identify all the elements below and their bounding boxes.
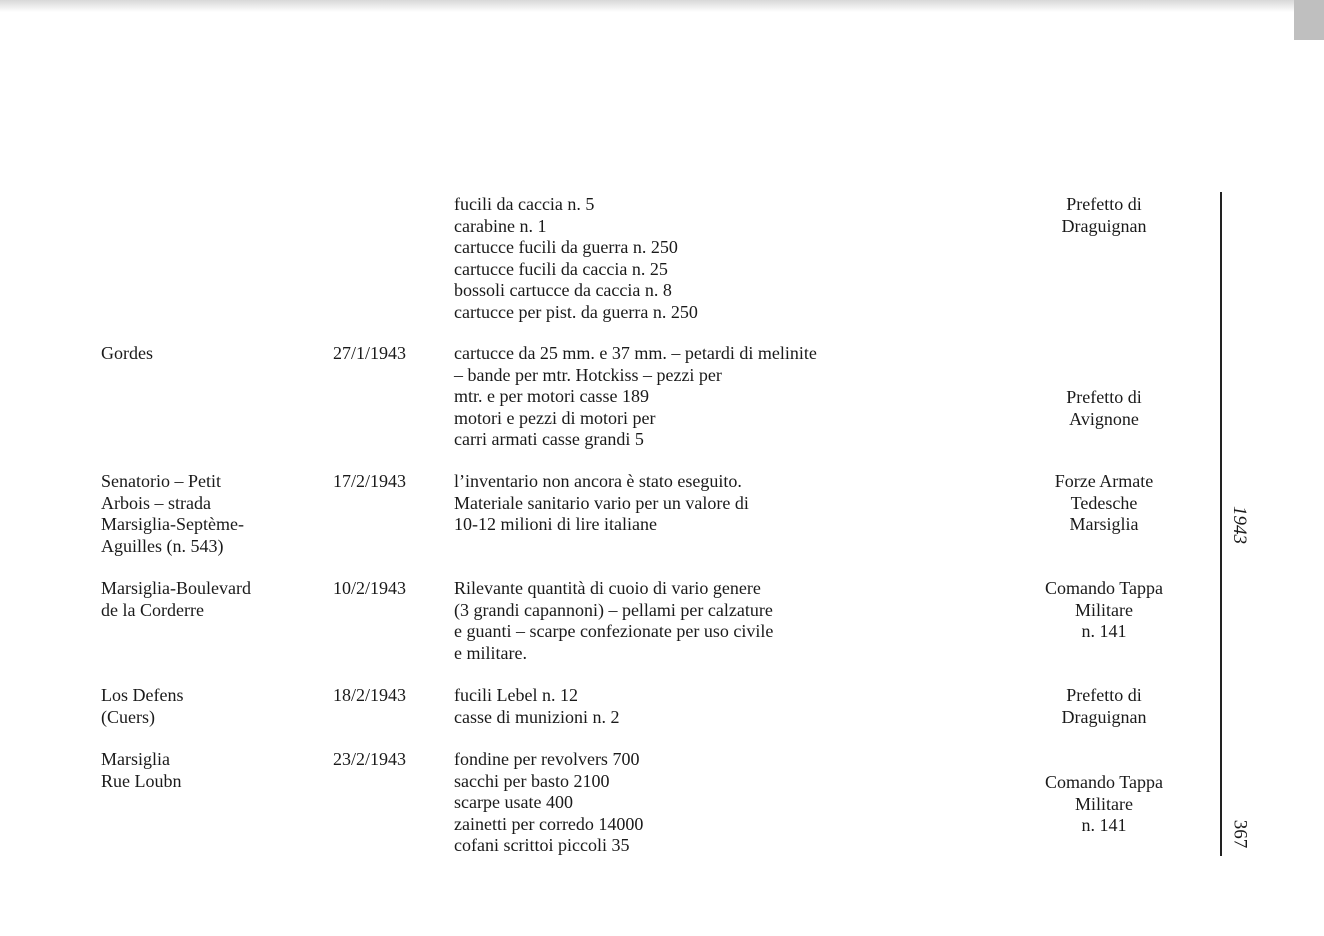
place-line: de la Corderre [101, 599, 204, 620]
row-place [101, 471, 244, 557]
row-place [101, 749, 182, 792]
page-number-text: 367 [1229, 819, 1250, 849]
authority-line: Militare [1075, 599, 1133, 620]
item-line: fucili da caccia n. 5 [454, 194, 595, 214]
row-items [454, 471, 749, 536]
item-line: carri armati casse grandi 5 [454, 429, 644, 449]
place-line: Aguilles (n. 543) [101, 535, 224, 556]
item-line: Rilevante quantità di cuoio di vario genere [454, 578, 761, 598]
row-place [101, 685, 183, 728]
place-line: Los Defens [101, 685, 184, 705]
row-place [101, 343, 153, 365]
item-line: e guanti – scarpe confezionate per uso civile [454, 621, 774, 641]
item-line: cofani scrittoi piccoli 35 [454, 835, 630, 855]
page-number [1224, 812, 1254, 856]
authority-line: Militare [1075, 793, 1133, 814]
row-authority [1000, 772, 1208, 837]
authority-line: n. 141 [1081, 621, 1127, 641]
authority-line: Avignone [1069, 408, 1139, 429]
item-line: casse di munizioni n. 2 [454, 706, 620, 727]
item-line: cartucce per pist. da guerra n. 250 [454, 301, 698, 322]
scan-top-edge [0, 0, 1324, 12]
authority-line: Draguignan [1061, 706, 1147, 727]
item-line: e militare. [454, 642, 527, 663]
margin-rule [1220, 192, 1222, 856]
item-line: fucili Lebel n. 12 [454, 685, 578, 705]
row-items [454, 343, 817, 451]
row-authority [1000, 578, 1208, 643]
authority-line: Prefetto di [1066, 387, 1142, 407]
running-year [1224, 500, 1254, 550]
row-place [101, 578, 251, 621]
item-line: l’inventario non ancora è stato eseguito. [454, 471, 742, 491]
item-line: (3 grandi capannoni) – pellami per calzature [454, 599, 773, 620]
row-authority [1000, 194, 1208, 237]
row-date: 18/2/1943 [333, 685, 407, 705]
item-line: Materiale sanitario vario per un valore di [454, 492, 749, 513]
place-line: Gordes [101, 343, 153, 363]
place-line: Arbois – strada [101, 492, 211, 513]
authority-line: Comando Tappa [1045, 578, 1163, 598]
authority-line: Marsiglia [1069, 514, 1139, 534]
row-authority [1000, 685, 1208, 728]
item-line: mtr. e per motori casse 189 [454, 386, 649, 406]
item-line: cartucce fucili da guerra n. 250 [454, 237, 678, 257]
item-line: zainetti per corredo 14000 [454, 813, 644, 834]
row-date: 10/2/1943 [333, 578, 407, 598]
item-line: scarpe usate 400 [454, 792, 573, 812]
item-line: sacchi per basto 2100 [454, 770, 610, 791]
row-date: 27/1/1943 [333, 343, 407, 363]
place-line: Senatorio – Petit [101, 471, 221, 491]
authority-line: Comando Tappa [1045, 772, 1163, 792]
item-line: 10-12 milioni di lire italiane [454, 514, 657, 534]
row-authority [1000, 471, 1208, 536]
authority-line: Tedesche [1070, 492, 1138, 513]
item-line: cartucce fucili da caccia n. 25 [454, 258, 668, 279]
item-line: – bande per mtr. Hotckiss – pezzi per [454, 364, 722, 385]
item-line: bossoli cartucce da caccia n. 8 [454, 280, 672, 300]
row-authority [1000, 387, 1208, 430]
row-date: 23/2/1943 [333, 749, 407, 769]
item-line: carabine n. 1 [454, 215, 547, 236]
row-items [454, 578, 773, 664]
place-line: (Cuers) [101, 706, 155, 727]
row-items [454, 685, 619, 728]
item-line: fondine per revolvers 700 [454, 749, 640, 769]
authority-line: Forze Armate [1054, 471, 1154, 491]
row-date: 17/2/1943 [333, 471, 407, 491]
row-items [454, 194, 698, 323]
place-line: Marsiglia-Septème- [101, 514, 244, 534]
running-year-text: 1943 [1229, 506, 1250, 544]
authority-line: Prefetto di [1066, 685, 1142, 705]
place-line: Marsiglia [101, 749, 170, 769]
row-items [454, 749, 643, 857]
item-line: motori e pezzi di motori per [454, 407, 656, 428]
authority-line: Draguignan [1061, 215, 1147, 236]
scan-corner-shadow [1294, 0, 1324, 40]
place-line: Marsiglia-Boulevard [101, 578, 251, 598]
place-line: Rue Loubn [101, 770, 182, 791]
authority-line: Prefetto di [1066, 194, 1142, 214]
authority-line: n. 141 [1081, 815, 1127, 835]
item-line: cartucce da 25 mm. e 37 mm. – petardi di melinite [454, 343, 817, 363]
